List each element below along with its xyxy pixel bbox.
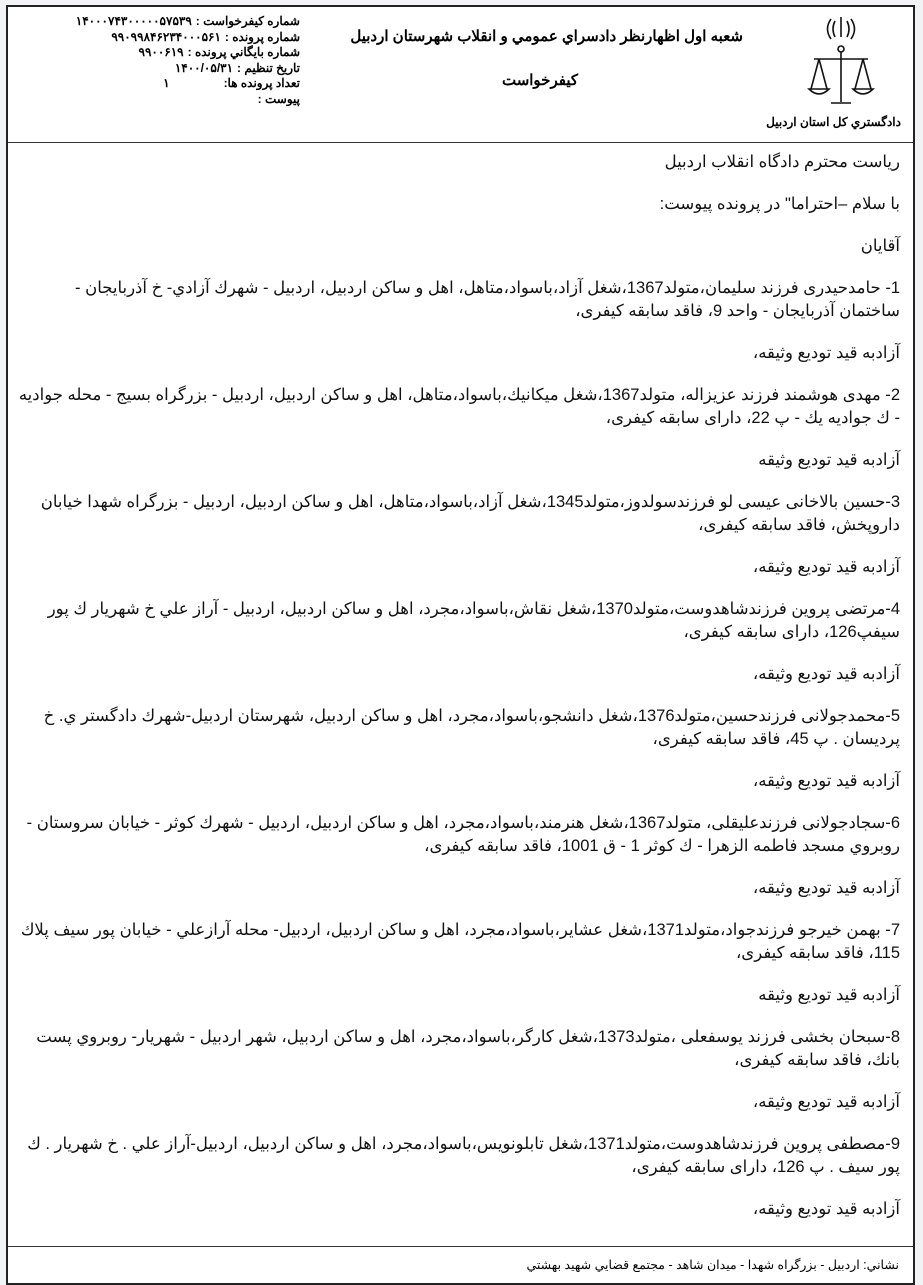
meta-value: ۱۴۰۰/۰۵/۳۱ <box>174 60 234 75</box>
release-condition: آزادبه قيد توديع وثيقه، <box>752 879 900 897</box>
meta-label: تاريخ تنظيم : <box>237 60 300 75</box>
judiciary-emblem <box>766 13 901 129</box>
meta-label: شماره پرونده : <box>224 29 300 44</box>
release-condition: آزادبه قيد توديع وثيقه <box>758 451 900 469</box>
meta-label: پيوست : <box>257 91 300 106</box>
release-condition: آزادبه قيد توديع وثيقه، <box>752 772 900 790</box>
meta-row <box>30 61 300 77</box>
meta-label: تعداد پرونده ها: <box>223 76 300 90</box>
defendant-entry: 1- حامدحيدری فرزند سليمان،متولد1367،شغل آزاد،باسواد،متاهل، اهل و ساكن اردبيل، اردبيل - شهرك آزادي- خ آذربايجان - ساختمان آذربايجان - واحد 9، فاقد سابقه كيفری، <box>75 279 900 320</box>
meta-row <box>30 14 300 30</box>
office-title: شعبه اول اظهارنظر دادسراي عمومي و انقلاب شهرستان اردبيل <box>350 28 743 45</box>
defendant-entry: 3-حسين بالاخانی عيسی لو فرزندسولدوز،متولد1345،شغل آزاد،باسواد،متاهل، اهل و ساكن اردبيل، اردبيل - بزرگراه شهدا خيابان داروپخش، فاقد سابقه كيفری، <box>40 493 900 534</box>
document-header <box>8 7 913 143</box>
release-condition: آزادبه قيد توديع وثيقه، <box>752 558 900 576</box>
defendant-entry: 9-مصطفی پروين فرزندشاهدوست،متولد1371،شغل تابلونويس،باسواد،مجرد، اهل و ساكن اردبيل، اردبيل-آراز علي . خ شهريار . ك پور سيف . پ 126، دارای سابقه كيفری، <box>27 1135 900 1176</box>
meta-value: ۹۹۰۹۹۸۴۶۲۳۴۰۰۰۵۶۱ <box>111 29 221 44</box>
meta-label: شماره كيفرخواست : <box>195 14 300 28</box>
addressee: رياست محترم دادگاه انقلاب اردبيل <box>664 153 900 171</box>
meta-value: ۱ <box>163 76 170 90</box>
defendant-entry: 5-محمدجولانی فرزندحسين،متولد1376،شغل دانشجو،باسواد،مجرد، اهل و ساكن اردبيل، شهرستان اردبيل-شهرك دادگستر ي. خ پرديسان . پ 45، فاقد سابقه كيفری، <box>43 707 900 748</box>
defendant-entry: 8-سبحان بخشی فرزند يوسفعلی ،متولد1373،شغل كارگر،باسواد،مجرد، اهل و ساكن اردبيل، شهر اردبيل - شهريار- روبروي پست بانك، فاقد سابقه كيفری، <box>36 1028 900 1069</box>
defendant-list <box>18 277 900 1221</box>
release-condition: آزادبه قيد توديع وثيقه، <box>752 1200 900 1218</box>
meta-value: ۱۴۰۰۰۷۴۳۰۰۰۰۰۵۷۵۳۹ <box>75 14 192 28</box>
document-body <box>8 143 913 1246</box>
indictment-document <box>6 5 915 1285</box>
case-metadata <box>30 14 300 107</box>
defendant-entry: 4-مرتضی پروين فرزندشاهدوست،متولد1370،شغل نقاش،باسواد،مجرد، اهل و ساكن اردبيل، اردبيل - آراز علي خ شهريار ك پور سيفپ126، دارای سابقه كيفری، <box>47 600 900 641</box>
gentlemen-heading: آقايان <box>860 237 900 255</box>
meta-label: شماره بايگاني پرونده : <box>187 45 300 59</box>
release-condition: آزادبه قيد توديع وثيقه <box>758 986 900 1004</box>
release-condition: آزادبه قيد توديع وثيقه، <box>752 665 900 683</box>
court-name: دادگستري كل استان اردبيل <box>766 115 901 129</box>
document-type: كيفرخواست <box>501 72 578 89</box>
release-condition: آزادبه قيد توديع وثيقه، <box>752 1093 900 1111</box>
meta-row <box>30 76 300 92</box>
meta-row <box>30 45 300 61</box>
meta-row <box>30 30 300 46</box>
meta-value: ۹۹۰۰۶۱۹ <box>138 45 184 59</box>
release-condition: آزادبه قيد توديع وثيقه، <box>752 344 900 362</box>
greeting: با سلام –احتراما" در پرونده پيوست: <box>659 195 900 213</box>
defendant-entry: 2- مهدی هوشمند فرزند عزيزاله، متولد1367،شغل ميكانيك،باسواد،متاهل، اهل و ساكن اردبيل، اردبيل - بزرگراه بسيج - محله جواديه - ك جواديه يك - پ 22، دارای سابقه كيفری، <box>18 386 900 427</box>
meta-row <box>30 92 300 108</box>
defendant-entry: 6-سجادجولانی فرزندعليقلی، متولد1367،شغل هنرمند،باسواد،مجرد، اهل و ساكن اردبيل، اردبيل - شهرك كوثر - خيابان سروستان - روبروي مسجد فاطمه الزهرا - ك كوثر 1 - ق 1001، فاقد سابقه كيفری، <box>26 814 900 855</box>
defendant-entry: 7- بهمن خيرجو فرزندجواد،متولد1371،شغل عشاير،باسواد،مجرد، اهل و ساكن اردبيل، اردبيل- محله آرازعلي - خيابان پور سيف پلاك 115، فاقد سابقه كيفری، <box>20 921 900 962</box>
footer-address: نشاني: اردبيل - بزرگراه شهدا - ميدان شاهد - مجتمع قضايي شهيد بهشتي <box>8 1246 913 1283</box>
scales-of-justice-icon <box>806 13 876 113</box>
